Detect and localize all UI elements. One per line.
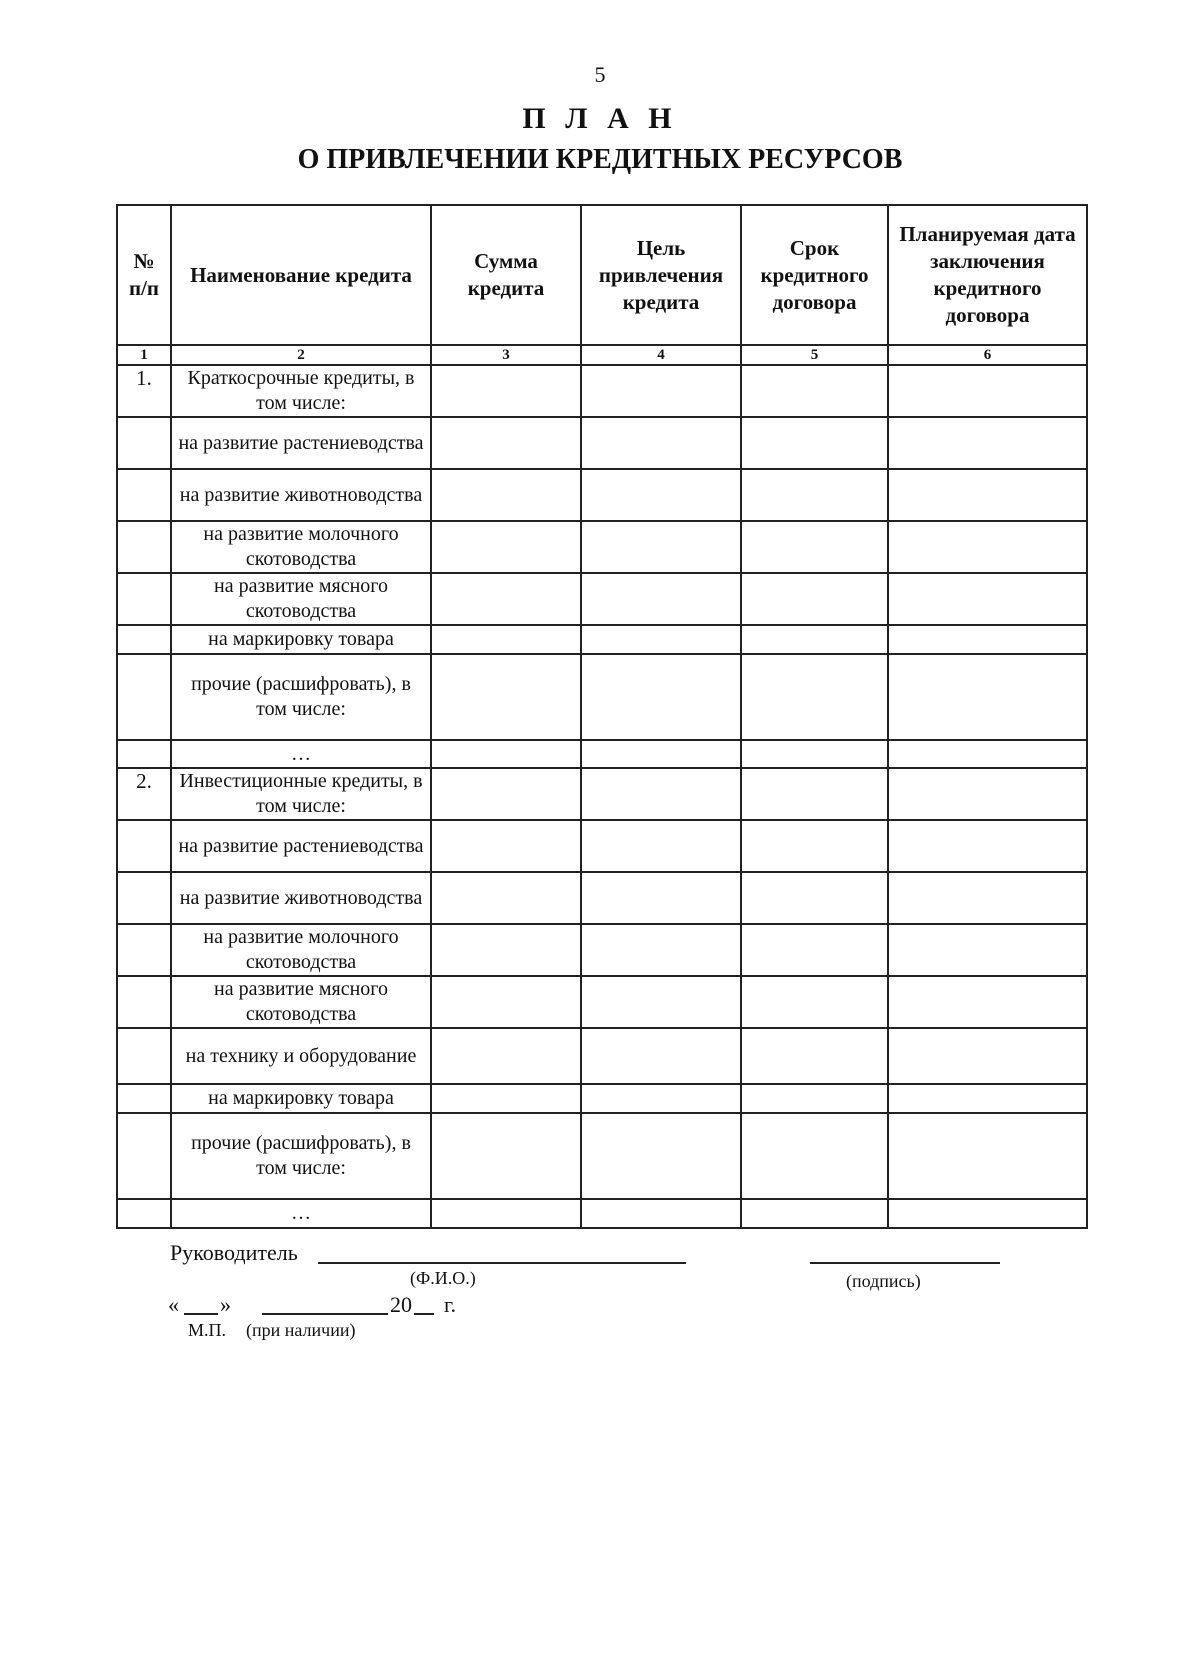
row-credit-name: … (171, 1199, 431, 1228)
cell-empty[interactable] (888, 521, 1087, 573)
row-credit-name: Краткосрочные кредиты, в том числе: (171, 365, 431, 417)
cell-empty[interactable] (888, 625, 1087, 654)
cell-empty[interactable] (431, 521, 581, 573)
fio-label: (Ф.И.О.) (410, 1268, 476, 1288)
head-label: Руководитель (170, 1240, 298, 1265)
row-number (117, 1028, 171, 1084)
year-prefix: 20 (390, 1292, 412, 1317)
cell-empty[interactable] (888, 768, 1087, 820)
row-credit-name: прочие (расшифровать), в том числе: (171, 1113, 431, 1199)
cell-empty[interactable] (581, 740, 741, 768)
document-subtitle: О ПРИВЛЕЧЕНИИ КРЕДИТНЫХ РЕСУРСОВ (297, 144, 903, 175)
cell-empty[interactable] (741, 740, 888, 768)
cell-empty[interactable] (581, 365, 741, 417)
row-number (117, 654, 171, 740)
table-row (117, 365, 1087, 417)
stamp-label: М.П. (188, 1320, 227, 1340)
table-row (117, 469, 1087, 521)
table-row (117, 768, 1087, 820)
cell-empty[interactable] (581, 625, 741, 654)
cell-empty[interactable] (431, 740, 581, 768)
cell-empty[interactable] (741, 976, 888, 1028)
cell-empty[interactable] (431, 1199, 581, 1228)
table-row (117, 820, 1087, 872)
cell-empty[interactable] (581, 820, 741, 872)
row-credit-name: на развитие молочного скотоводства (171, 521, 431, 573)
cell-empty[interactable] (741, 1028, 888, 1084)
row-number (117, 521, 171, 573)
cell-empty[interactable] (741, 1084, 888, 1113)
cell-empty[interactable] (741, 469, 888, 521)
cell-empty[interactable] (888, 820, 1087, 872)
row-credit-name: на развитие растениеводства (171, 820, 431, 872)
table-row (117, 1084, 1087, 1113)
cell-empty[interactable] (741, 654, 888, 740)
table-row (117, 1028, 1087, 1084)
row-number (117, 625, 171, 654)
signature-line[interactable] (810, 1262, 1000, 1264)
row-credit-name: … (171, 740, 431, 768)
year-suffix: г. (444, 1292, 457, 1317)
cell-empty[interactable] (888, 654, 1087, 740)
row-credit-name: на развитие растениеводства (171, 417, 431, 469)
fio-line[interactable] (318, 1262, 686, 1264)
cell-empty[interactable] (741, 872, 888, 924)
cell-empty[interactable] (888, 1113, 1087, 1199)
cell-empty[interactable] (431, 625, 581, 654)
cell-empty[interactable] (581, 573, 741, 625)
cell-empty[interactable] (888, 1084, 1087, 1113)
row-number: 2. (117, 768, 171, 820)
column-number: 6 (888, 345, 1087, 365)
cell-empty[interactable] (888, 740, 1087, 768)
row-number (117, 1084, 171, 1113)
cell-empty[interactable] (888, 573, 1087, 625)
year-line[interactable] (414, 1313, 434, 1315)
table-row (117, 1113, 1087, 1199)
row-number (117, 1113, 171, 1199)
cell-empty[interactable] (581, 924, 741, 976)
cell-empty[interactable] (741, 417, 888, 469)
cell-empty[interactable] (431, 820, 581, 872)
cell-empty[interactable] (431, 469, 581, 521)
table-row (117, 924, 1087, 976)
cell-empty[interactable] (741, 1199, 888, 1228)
row-number (117, 1199, 171, 1228)
cell-empty[interactable] (888, 469, 1087, 521)
cell-empty[interactable] (581, 1199, 741, 1228)
row-credit-name: на маркировку товара (171, 625, 431, 654)
table-row (117, 740, 1087, 768)
header-number: № п/п (117, 205, 171, 345)
cell-empty[interactable] (888, 1199, 1087, 1228)
table-row (117, 654, 1087, 740)
date-close-quote: » (220, 1292, 231, 1317)
month-line[interactable] (262, 1313, 388, 1315)
cell-empty[interactable] (431, 872, 581, 924)
column-number: 5 (741, 345, 888, 365)
stamp-note: (при наличии) (246, 1320, 356, 1340)
header-credit-amount: Сумма кредита (431, 205, 581, 345)
row-number (117, 740, 171, 768)
cell-empty[interactable] (581, 976, 741, 1028)
column-number: 1 (117, 345, 171, 365)
day-line[interactable] (184, 1313, 218, 1315)
row-credit-name: на развитие молочного скотоводства (171, 924, 431, 976)
header-credit-name: Наименование кредита (171, 205, 431, 345)
row-number: 1. (117, 365, 171, 417)
cell-empty[interactable] (741, 573, 888, 625)
cell-empty[interactable] (888, 365, 1087, 417)
cell-empty[interactable] (581, 417, 741, 469)
cell-empty[interactable] (581, 1084, 741, 1113)
cell-empty[interactable] (741, 820, 888, 872)
cell-empty[interactable] (581, 469, 741, 521)
cell-empty[interactable] (431, 654, 581, 740)
cell-empty[interactable] (741, 768, 888, 820)
header-credit-purpose: Цель привлечения кредита (581, 205, 741, 345)
document-title: П Л А Н (522, 102, 678, 135)
row-number (117, 469, 171, 521)
credit-plan-table (116, 204, 1088, 1229)
cell-empty[interactable] (888, 417, 1087, 469)
cell-empty[interactable] (431, 1113, 581, 1199)
cell-empty[interactable] (581, 768, 741, 820)
cell-empty[interactable] (581, 521, 741, 573)
cell-empty[interactable] (431, 1028, 581, 1084)
table-header-row (117, 205, 1087, 345)
row-number (117, 573, 171, 625)
row-credit-name: прочие (расшифровать), в том числе: (171, 654, 431, 740)
cell-empty[interactable] (741, 1113, 888, 1199)
row-number (117, 976, 171, 1028)
cell-empty[interactable] (431, 365, 581, 417)
column-number: 4 (581, 345, 741, 365)
cell-empty[interactable] (431, 417, 581, 469)
column-number: 3 (431, 345, 581, 365)
cell-empty[interactable] (741, 924, 888, 976)
row-credit-name: на развитие мясного скотоводства (171, 573, 431, 625)
cell-empty[interactable] (581, 1113, 741, 1199)
table-row (117, 625, 1087, 654)
column-number: 2 (171, 345, 431, 365)
cell-empty[interactable] (741, 365, 888, 417)
table-row (117, 521, 1087, 573)
column-numbers-row (117, 345, 1087, 365)
row-credit-name: на технику и оборудование (171, 1028, 431, 1084)
row-number (117, 924, 171, 976)
cell-empty[interactable] (431, 573, 581, 625)
row-credit-name: на развитие животноводства (171, 469, 431, 521)
table-row (117, 417, 1087, 469)
row-number (117, 872, 171, 924)
date-open-quote: « (168, 1292, 179, 1317)
cell-empty[interactable] (581, 872, 741, 924)
row-credit-name: на маркировку товара (171, 1084, 431, 1113)
cell-empty[interactable] (888, 872, 1087, 924)
table-row (117, 1199, 1087, 1228)
table-row (117, 976, 1087, 1028)
cell-empty[interactable] (431, 976, 581, 1028)
page-number: 5 (594, 62, 606, 87)
cell-empty[interactable] (581, 1028, 741, 1084)
row-number (117, 417, 171, 469)
cell-empty[interactable] (888, 976, 1087, 1028)
cell-empty[interactable] (741, 521, 888, 573)
cell-empty[interactable] (888, 924, 1087, 976)
cell-empty[interactable] (581, 654, 741, 740)
row-number (117, 820, 171, 872)
row-credit-name: на развитие мясного скотоводства (171, 976, 431, 1028)
row-credit-name: на развитие животноводства (171, 872, 431, 924)
cell-empty[interactable] (431, 924, 581, 976)
cell-empty[interactable] (431, 1084, 581, 1113)
cell-empty[interactable] (888, 1028, 1087, 1084)
table-row (117, 872, 1087, 924)
cell-empty[interactable] (431, 768, 581, 820)
signature-label: (подпись) (846, 1271, 921, 1291)
row-credit-name: Инвестиционные кредиты, в том числе: (171, 768, 431, 820)
header-planned-date: Планируемая дата заключения кредитного договора (888, 205, 1087, 345)
header-credit-term: Срок кредитного договора (741, 205, 888, 345)
cell-empty[interactable] (741, 625, 888, 654)
table-row (117, 573, 1087, 625)
